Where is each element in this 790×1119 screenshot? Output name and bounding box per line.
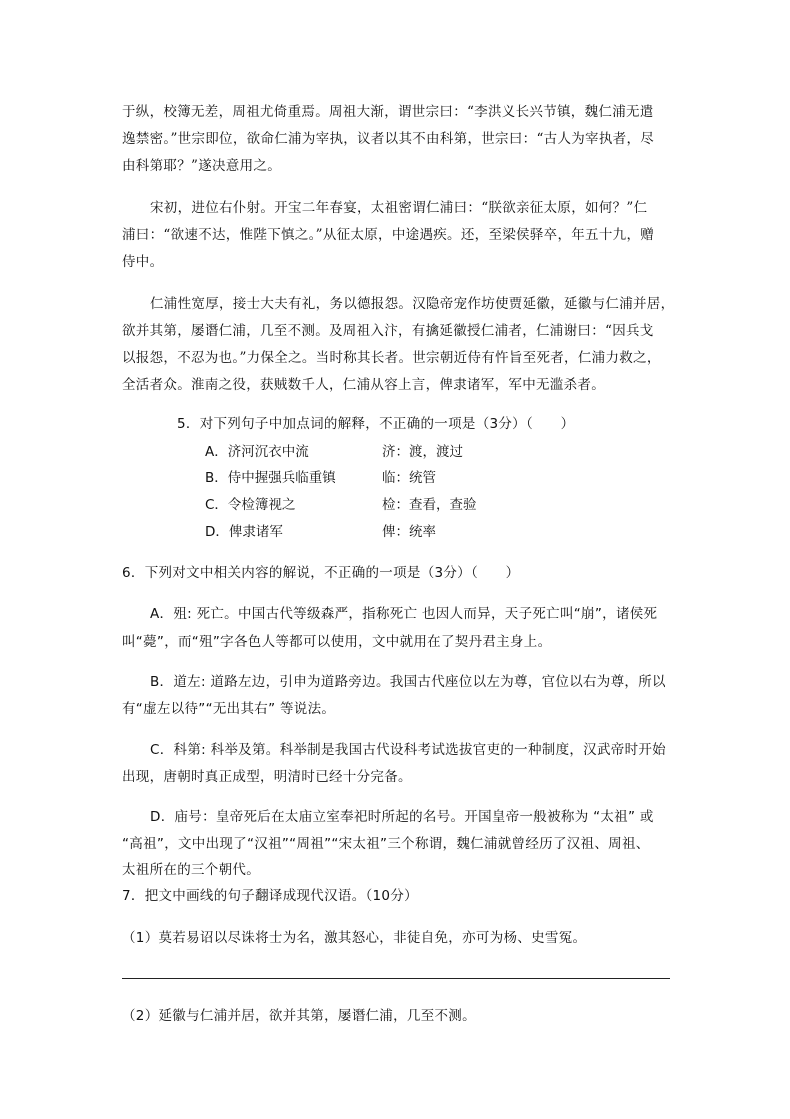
passage-line: 由科第耶？”遂决意用之。 (122, 158, 282, 174)
q5-option-c: C．令检簿视之 (205, 497, 296, 513)
q6-option-d: D．庙号：皇帝死后在太庙立室奉祀时所起的名号。开国皇帝一般被称为 “太祖” 或 (150, 809, 654, 825)
q5-option-b-gloss: 临：统管 (382, 470, 436, 486)
passage-line: 侍中。 (122, 254, 164, 270)
q6-option-c: C．科第: 科举及第。科举制是我国古代设科考试选拔官吏的一种制度，汉武帝时开始 (150, 742, 666, 758)
passage-line: 欲并其第，屡谮仁浦，几至不测。及周祖入汴，有擒延徽授仁浦者，仁浦谢曰：“因兵戈 (122, 323, 654, 339)
q6-option-d: “高祖”，文中出现了“汉祖”“周祖”“宋太祖”三个称谓，魏仁浦就曾经历了汉祖、周祖、 (122, 836, 650, 852)
q7-sentence-1: （1）莫若易诏以尽诛将士为名，激其怒心，非徒自免，亦可为杨、史雪冤。 (122, 930, 587, 946)
q5-option-a-gloss: 济：渡，渡过 (382, 444, 463, 460)
question-6-stem: 6．下列对文中相关内容的解说，不正确的一项是（3分）（ ） (122, 565, 520, 581)
q6-option-b: B．道左: 道路左边，引申为道路旁边。我国古代座位以左为尊，官位以右为尊，所以 (150, 674, 666, 690)
passage-line: 宋初，进位右仆射。开宝二年春宴，太祖密谓仁浦曰：“朕欲亲征太原，如何？”仁 (150, 200, 648, 216)
q6-option-a: A．殂: 死亡。中国古代等级森严，指称死亡 也因人而异，天子死亡叫“崩”，诸侯死 (150, 606, 658, 622)
q7-sentence-2: （2）延徽与仁浦并居，欲并其第，屡谮仁浦，几至不测。 (122, 1008, 476, 1024)
q6-option-d: 太祖所在的三个朝代。 (122, 862, 260, 878)
passage-line: 仁浦性宽厚，接士大夫有礼，务以德报怨。汉隐帝宠作坊使贾延徽，延徽与仁浦并居， (150, 296, 675, 312)
question-5-stem: 5．对下列句子中加点词的解释，不正确的一项是（3分）（ ） (177, 416, 575, 432)
q5-option-a: A．济河沉衣中流 (205, 444, 309, 460)
q6-option-c: 出现，唐朝时真正成型，明清时已经十分完备。 (122, 769, 412, 785)
passage-line: 以报怨，不忍为也。”力保全之。当时称其长者。世宗朝近侍有忤旨至死者，仁浦力救之， (122, 350, 661, 366)
q5-option-d-gloss: 俾：统率 (382, 524, 436, 540)
q5-option-c-gloss: 检：查看，查验 (382, 497, 477, 513)
q5-option-b: B．侍中握强兵临重镇 (205, 470, 336, 486)
q5-option-d: D．俾隶诸军 (205, 524, 283, 540)
passage-line: 于纵，校簿无差，周祖尤倚重焉。周祖大渐，谓世宗曰：“李洪义长兴节镇，魏仁浦无遣 (122, 104, 654, 120)
q6-option-a: 叫“薨”，而“殂”字各色人等都可以使用，文中就用在了契丹君主身上。 (122, 634, 552, 650)
question-7-stem: 7．把文中画线的句子翻译成现代汉语。（10分） (122, 888, 418, 904)
passage-line: 全活者众。淮南之役，获贼数千人，仁浦从容上言，俾隶诸军，军中无滥杀者。 (122, 377, 605, 393)
answer-line (122, 978, 670, 979)
q6-option-b: 有“虚左以待”“无出其右” 等说法。 (122, 701, 336, 717)
passage-line: 逸禁密。”世宗即位，欲命仁浦为宰执，议者以其不由科第，世宗曰：“古人为宰执者，尽 (122, 131, 655, 147)
passage-line: 浦曰：“欲速不达，惟陛下慎之。”从征太原，中途遇疾。还，至梁侯驿卒，年五十九，赠 (122, 227, 655, 243)
